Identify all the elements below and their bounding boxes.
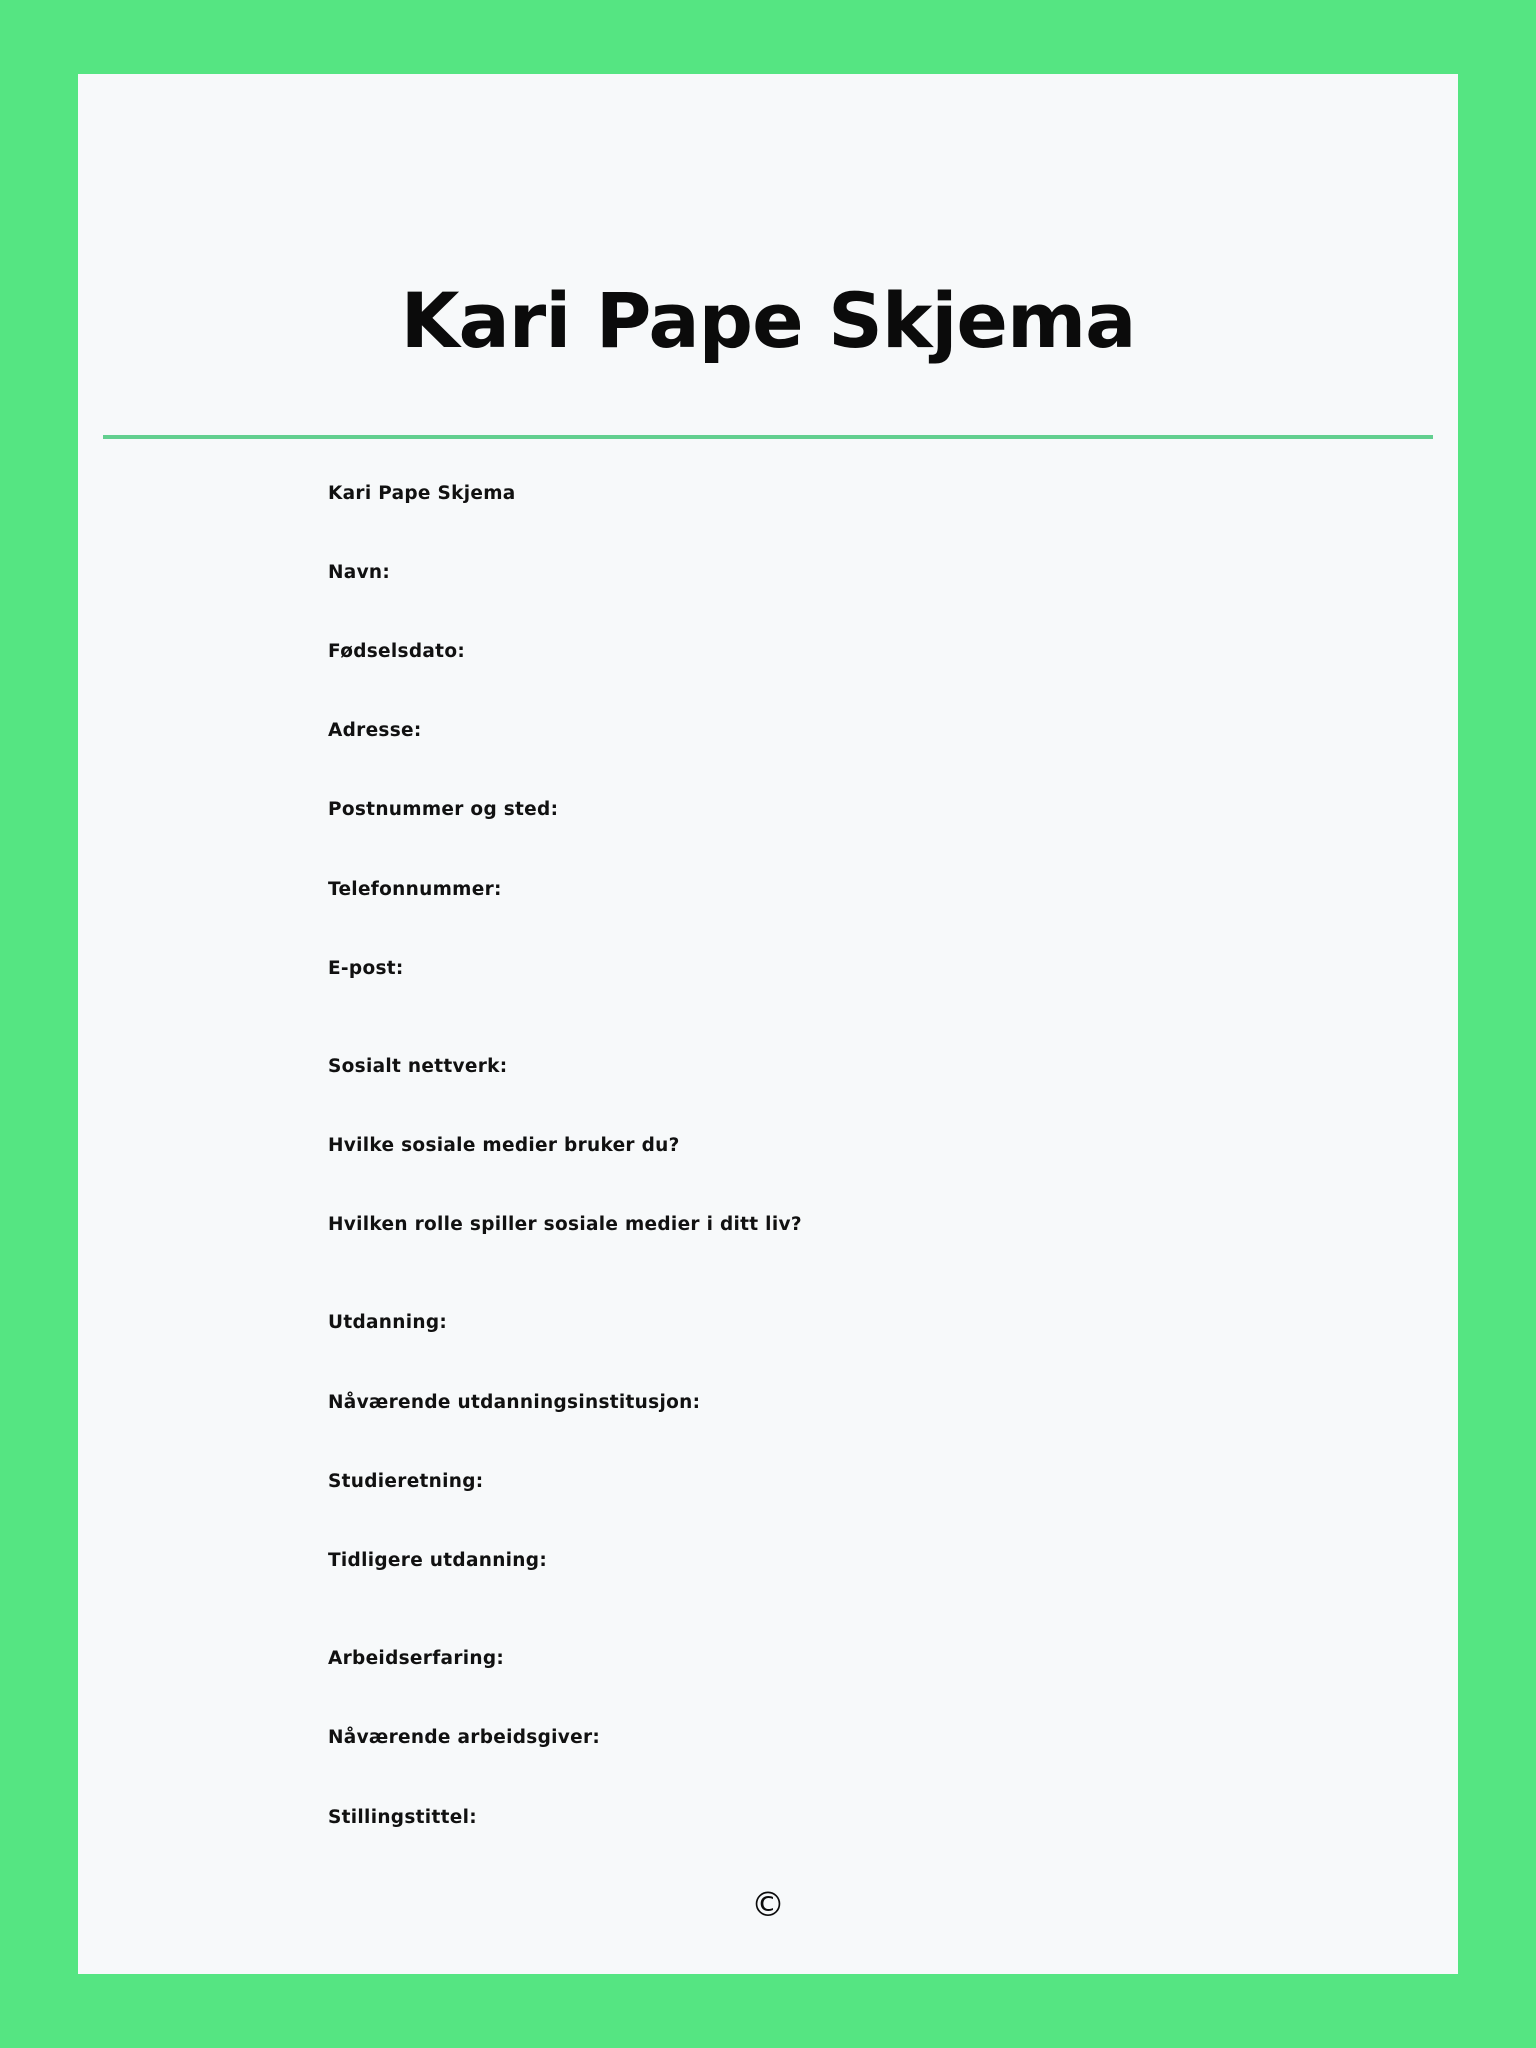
spacer <box>328 1236 1458 1312</box>
spacer <box>328 1078 1458 1135</box>
spacer <box>328 1335 1458 1392</box>
spacer <box>328 1670 1458 1727</box>
document-page <box>78 74 1458 1974</box>
field-label-e-post: E-post: <box>328 957 404 979</box>
spacer <box>328 505 1458 562</box>
spacer <box>328 1414 1458 1471</box>
field-label-studieretning: Studieretning: <box>328 1470 484 1492</box>
form-field-list <box>78 439 1458 1829</box>
field-label-adresse: Adresse: <box>328 720 422 742</box>
spacer <box>328 663 1458 720</box>
spacer <box>328 901 1458 958</box>
spacer <box>328 1157 1458 1214</box>
field-label-stillingstittel: Stillingstittel: <box>328 1806 477 1828</box>
field-label-telefonnummer: Telefonnummer: <box>328 878 502 900</box>
field-label-fodselsdato: Fødselsdato: <box>328 640 466 662</box>
field-label-navaerende-arbeidsgiver: Nåværende arbeidsgiver: <box>328 1727 601 1749</box>
spacer <box>328 1572 1458 1648</box>
field-label-navaerende-utdanningsinstitusjon: Nåværende utdanningsinstitusjon: <box>328 1391 701 1413</box>
field-label-rolle-sosiale-medier: Hvilken rolle spiller sosiale medier i ditt liv? <box>328 1214 802 1236</box>
spacer <box>328 1750 1458 1807</box>
spacer <box>328 742 1458 799</box>
spacer <box>328 1493 1458 1550</box>
field-label-utdanning: Utdanning: <box>328 1312 448 1334</box>
spacer <box>328 822 1458 879</box>
spacer <box>328 584 1458 641</box>
field-label-navn: Navn: <box>328 561 391 583</box>
page-title: Kari Pape Skjema <box>400 276 1136 365</box>
field-label-sosialt-nettverk: Sosialt nettverk: <box>328 1055 508 1077</box>
field-label-tidligere-utdanning: Tidligere utdanning: <box>328 1550 548 1572</box>
field-label-arbeidserfaring: Arbeidserfaring: <box>328 1648 505 1670</box>
field-label-postnummer-og-sted: Postnummer og sted: <box>328 799 559 821</box>
spacer <box>328 980 1458 1056</box>
form-heading-label: Kari Pape Skjema <box>328 482 516 504</box>
copyright-icon: © <box>751 1885 785 1925</box>
field-label-hvilke-sosiale-medier: Hvilke sosiale medier bruker du? <box>328 1135 680 1157</box>
